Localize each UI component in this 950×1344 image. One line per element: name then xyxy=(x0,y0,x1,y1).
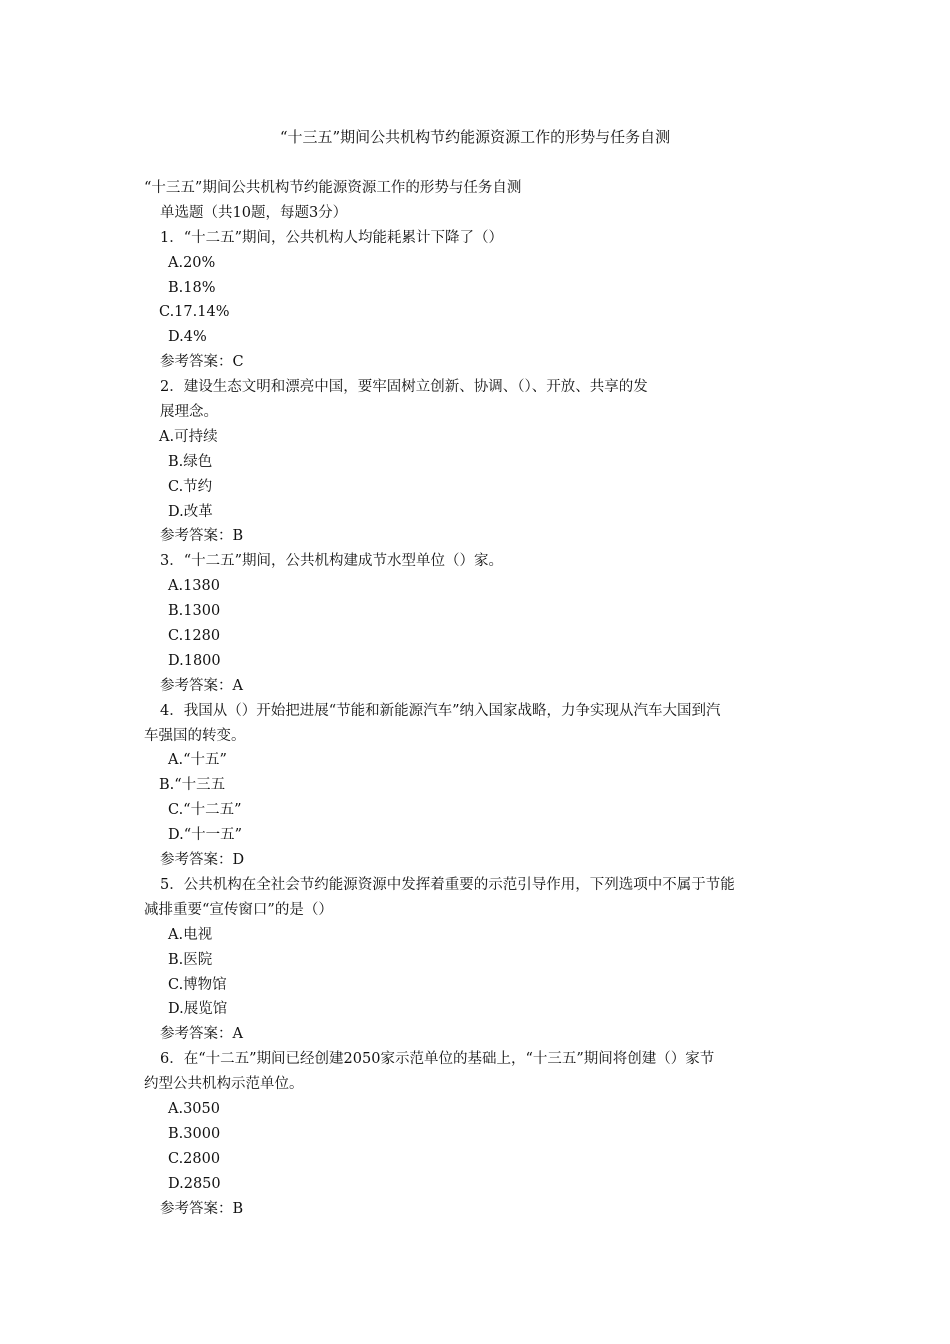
option-a: A.电视 xyxy=(168,926,213,943)
option-b: B.“十三五 xyxy=(159,777,226,794)
question-stem-continued: 车强国的转变。 xyxy=(144,727,246,744)
option-a: A.20% xyxy=(168,254,216,271)
option-a: A.“十五” xyxy=(168,752,227,769)
option-c: C.2800 xyxy=(168,1150,221,1167)
reference-answer: 参考答案：A xyxy=(160,677,243,694)
option-c: C.1280 xyxy=(168,628,221,645)
question-4 xyxy=(144,699,814,873)
question-5 xyxy=(144,873,814,1047)
document-body xyxy=(144,176,814,1221)
option-a: A.可持续 xyxy=(159,428,218,445)
reference-answer: 参考答案：B xyxy=(160,1200,244,1217)
option-b: B.3000 xyxy=(168,1125,221,1142)
reference-answer: 参考答案：C xyxy=(160,354,244,371)
document-subtitle: “十三五”期间公共机构节约能源资源工作的形势与任务自测 xyxy=(144,180,522,196)
option-c: C.博物馆 xyxy=(168,976,227,993)
option-c: C.节约 xyxy=(168,478,213,495)
document-title: “十三五”期间公共机构节约能源资源工作的形势与任务自测 xyxy=(279,128,671,146)
option-d: D.“十一五” xyxy=(168,827,243,844)
reference-answer: 参考答案：B xyxy=(160,528,244,545)
option-b: B.医院 xyxy=(168,951,213,968)
option-a: A.3050 xyxy=(168,1100,220,1117)
question-6 xyxy=(144,1047,814,1221)
option-d: D.4% xyxy=(168,329,207,346)
option-d: D.改革 xyxy=(168,503,213,520)
option-d: D.1800 xyxy=(168,652,221,669)
option-c: C.17.14% xyxy=(159,304,230,321)
reference-answer: 参考答案：D xyxy=(160,852,245,869)
option-b: B.18% xyxy=(168,279,216,296)
section-header: 单选题（共10题，每题3分） xyxy=(160,204,348,221)
option-d: D.展览馆 xyxy=(168,1001,228,1018)
option-b: B.1300 xyxy=(168,603,221,620)
question-stem: 1．“十二五”期间，公共机构人均能耗累计下降了（） xyxy=(160,229,504,246)
question-3 xyxy=(144,549,814,698)
question-2 xyxy=(144,375,814,549)
question-stem: 2．建设生态文明和漂亮中国，要牢固树立创新、协调、（）、开放、共享的发 xyxy=(160,379,648,396)
question-stem: 3．“十二五”期间，公共机构建成节水型单位（）家。 xyxy=(160,553,504,570)
option-d: D.2850 xyxy=(168,1175,221,1192)
option-b: B.绿色 xyxy=(168,453,213,470)
question-stem-continued: 约型公共机构示范单位。 xyxy=(144,1076,304,1093)
question-stem-continued: 展理念。 xyxy=(160,404,218,421)
option-c: C.“十二五” xyxy=(168,802,242,819)
reference-answer: 参考答案：A xyxy=(160,1026,243,1043)
question-stem: 5．公共机构在全社会节约能源资源中发挥着重要的示范引导作用，下列选项中不属于节能 xyxy=(160,876,735,893)
question-1 xyxy=(144,226,814,375)
question-stem: 4．我国从（）开始把进展“节能和新能源汽车”纳入国家战略，力争实现从汽车大国到汽 xyxy=(160,702,721,719)
question-stem: 6．在“十二五”期间已经创建2050家示范单位的基础上，“十三五”期间将创建（）家节 xyxy=(160,1051,715,1068)
question-stem-continued: 减排重要“宣传窗口”的是（） xyxy=(144,901,333,918)
option-a: A.1380 xyxy=(168,578,220,595)
